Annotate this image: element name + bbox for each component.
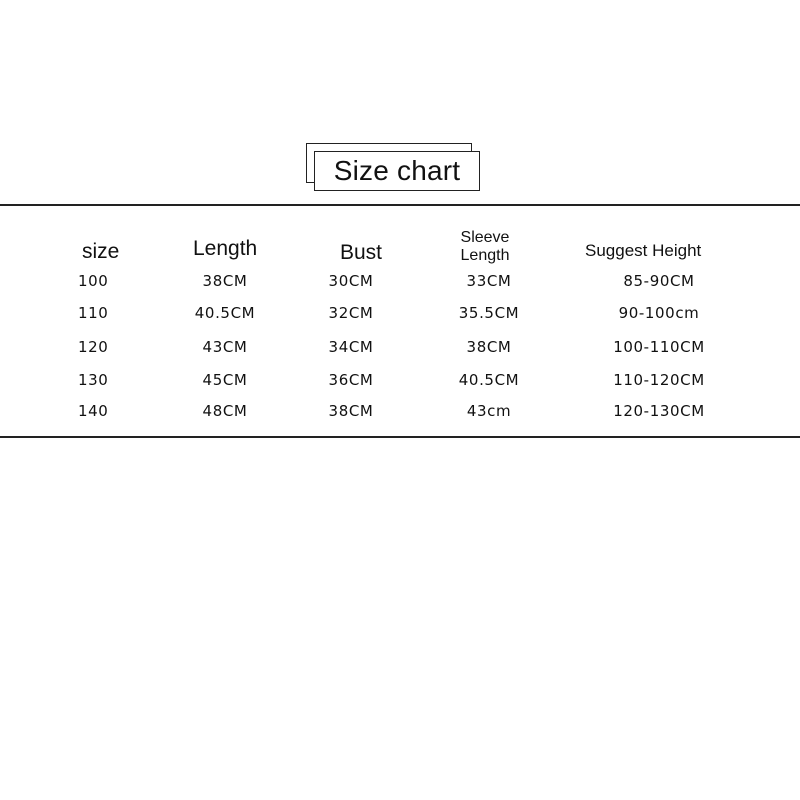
cell-size: 130: [78, 371, 109, 389]
cell-sleeve: 40.5CM: [458, 371, 520, 389]
cell-bust: 30CM: [328, 272, 374, 290]
cell-sleeve: 33CM: [466, 272, 512, 290]
header-sleeve-line1: Sleeve: [460, 229, 510, 246]
cell-height: 110-120CM: [613, 371, 705, 389]
header-sleeve-length: [452, 229, 518, 265]
header-suggest-height: Suggest Height: [585, 241, 702, 260]
header-bust: Bust: [340, 241, 383, 264]
cell-size: 110: [78, 304, 109, 322]
table-top-rule: [0, 204, 800, 206]
cell-length: 48CM: [202, 402, 248, 420]
cell-length: 40.5CM: [194, 304, 256, 322]
cell-bust: 38CM: [328, 402, 374, 420]
table-bottom-rule: [0, 436, 800, 438]
cell-length: 38CM: [202, 272, 248, 290]
cell-height: 120-130CM: [613, 402, 705, 420]
cell-size: 140: [78, 402, 109, 420]
cell-height: 100-110CM: [613, 338, 705, 356]
cell-sleeve: 35.5CM: [458, 304, 520, 322]
header-length: Length: [193, 237, 258, 260]
cell-sleeve: 43cm: [466, 402, 512, 420]
cell-bust: 32CM: [328, 304, 374, 322]
header-size: size: [82, 240, 120, 263]
cell-bust: 34CM: [328, 338, 374, 356]
size-chart-title-box: [306, 143, 478, 189]
cell-height: 90-100cm: [618, 304, 700, 322]
cell-length: 43CM: [202, 338, 248, 356]
cell-length: 45CM: [202, 371, 248, 389]
cell-size: 120: [78, 338, 109, 356]
header-sleeve-line2: Length: [460, 247, 510, 264]
cell-sleeve: 38CM: [466, 338, 512, 356]
cell-height: 85-90CM: [623, 272, 695, 290]
cell-bust: 36CM: [328, 371, 374, 389]
page-title: Size chart: [314, 151, 480, 191]
cell-size: 100: [78, 272, 109, 290]
